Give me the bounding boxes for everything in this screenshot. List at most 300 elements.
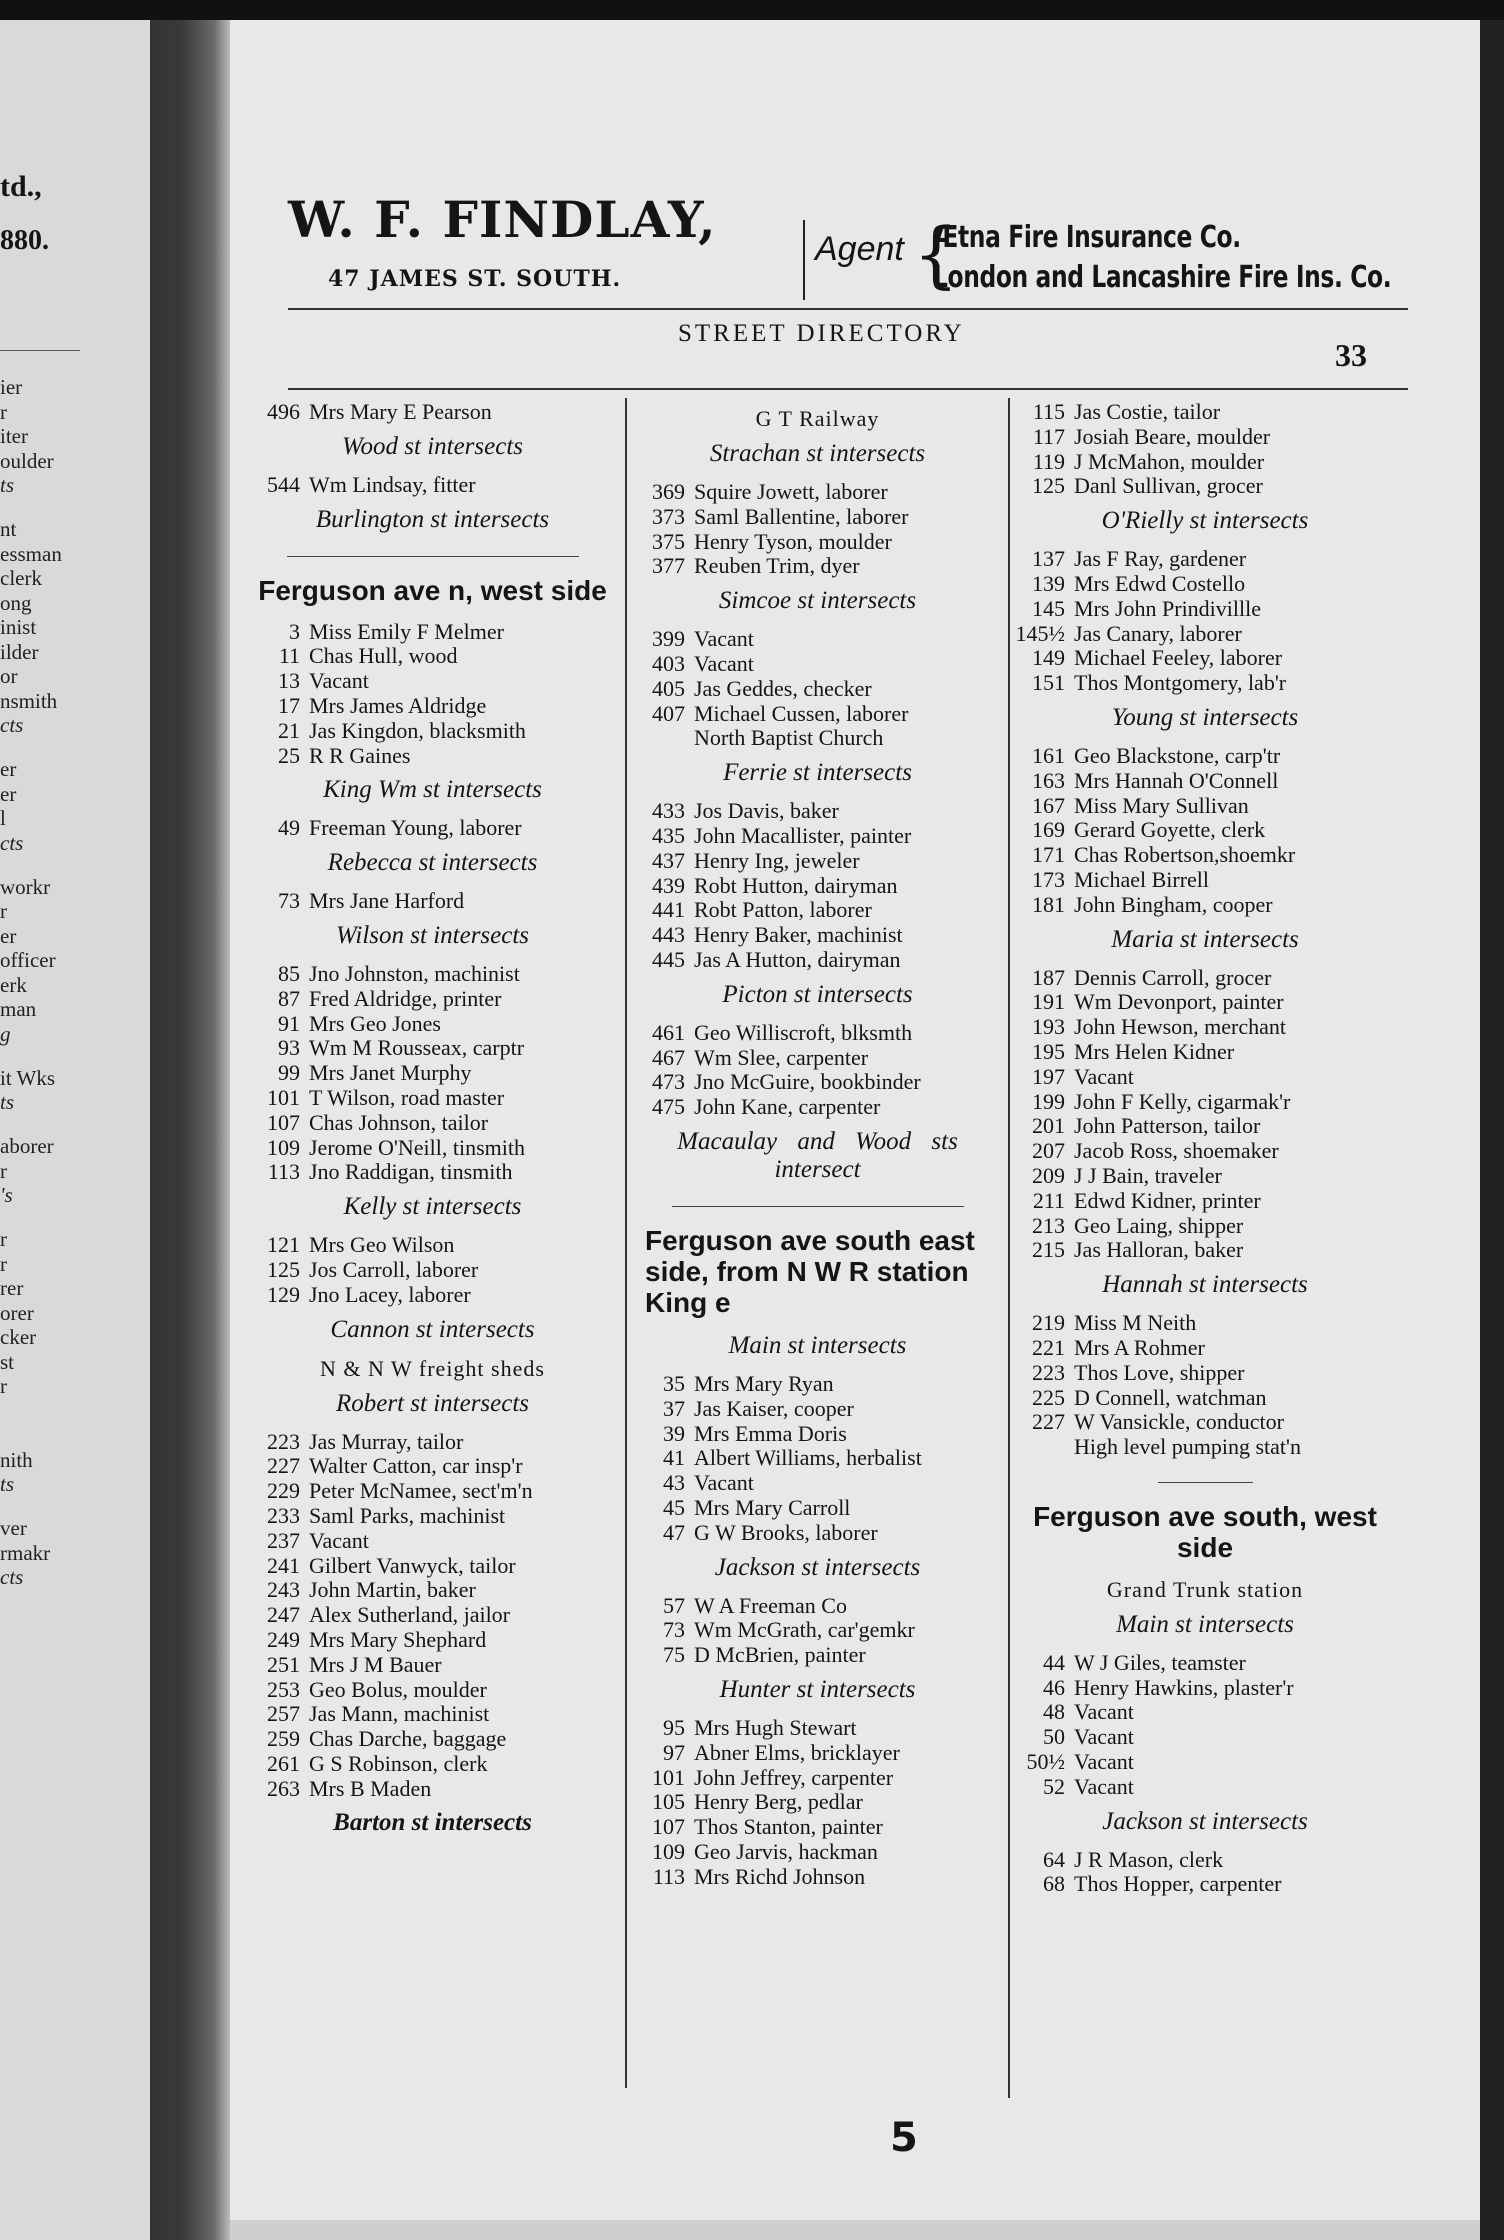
entry-continuation: North Baptist Church (694, 725, 884, 751)
resident-name: Jas Costie, tailor (1074, 399, 1221, 424)
facing-page-word: er (0, 923, 17, 948)
directory-entry (1015, 1114, 1395, 1139)
directory-entry (1015, 597, 1395, 622)
directory-column-2 (635, 400, 1000, 1889)
house-number: 99 (278, 1060, 300, 1086)
resident-name: Robt Patton, laborer (694, 897, 872, 923)
resident-name: Michael Feeley, laborer (1074, 645, 1283, 671)
house-number: 201 (1032, 1113, 1065, 1139)
resident-name: Miss Emily F Melmer (309, 618, 504, 644)
house-number: 399 (652, 626, 685, 652)
directory-entry (1015, 1725, 1395, 1750)
directory-entry (1015, 1164, 1395, 1189)
landmark: Grand Trunk station (1106, 1576, 1304, 1602)
cross-street: Jackson st intersects (1102, 1807, 1308, 1835)
directory-entry (635, 1643, 1000, 1668)
resident-name: Squire Jowett, laborer (694, 479, 888, 504)
entry-list (635, 1594, 1000, 1668)
house-number: 173 (1032, 866, 1065, 892)
resident-name: Jno Johnston, machinist (309, 960, 520, 986)
directory-entry (250, 1233, 615, 1258)
house-number: 43 (663, 1470, 685, 1496)
resident-name: Wm McGrath, car'gemkr (694, 1617, 915, 1643)
entry-list (250, 816, 615, 841)
resident-name: Peter McNamee, sect'm'n (309, 1478, 533, 1504)
facing-page-word: er (0, 757, 17, 781)
resident-name: Vacant (309, 1527, 369, 1553)
cross-street: Ferrie st intersects (723, 759, 912, 787)
house-number: 375 (652, 528, 685, 554)
resident-name: D Connell, watchman (1074, 1384, 1267, 1410)
resident-name: Jerome O'Neill, tinsmith (309, 1134, 525, 1160)
cross-street: Kelly st intersects (343, 1193, 522, 1221)
resident-name: Mrs Janet Murphy (309, 1060, 472, 1086)
house-number: 439 (652, 872, 685, 898)
resident-name: Josiah Beare, moulder (1074, 423, 1271, 449)
agent-brace: { (913, 212, 959, 296)
cross-street: Burlington st intersects (315, 505, 550, 533)
house-number: 113 (267, 1159, 300, 1185)
directory-entry (1015, 1386, 1395, 1411)
resident-name: Vacant (1074, 1724, 1134, 1750)
resident-name: Jno Lacey, laborer (309, 1281, 471, 1307)
resident-name: Wm Devonport, painter (1074, 989, 1284, 1015)
entry-list (250, 962, 615, 1185)
house-number: 475 (652, 1094, 685, 1120)
directory-entry (635, 1716, 1000, 1741)
directory-entry (250, 719, 615, 744)
house-number: 233 (267, 1502, 300, 1528)
street-heading: Ferguson ave south east side, from N W R station King e (645, 1224, 975, 1318)
house-number: 109 (267, 1134, 300, 1160)
directory-entry (635, 677, 1000, 702)
house-number: 437 (652, 847, 685, 873)
directory-entry (1015, 1214, 1395, 1239)
house-number: 85 (278, 960, 300, 986)
directory-entry (250, 669, 615, 694)
cross-street: Strachan st intersects (709, 440, 926, 467)
resident-name: Jas A Hutton, dairyman (694, 946, 901, 972)
directory-entry (250, 987, 615, 1012)
resident-name: Jos Davis, baker (694, 798, 839, 824)
entry-list (250, 473, 615, 498)
resident-name: Jas F Ray, gardener (1074, 546, 1247, 572)
resident-name: Thos Stanton, painter (694, 1814, 883, 1840)
facing-page-word: 's (0, 1183, 13, 1207)
resident-name: Mrs Geo Jones (309, 1010, 441, 1036)
resident-name: Wm Slee, carpenter (694, 1044, 869, 1070)
house-number: 193 (1032, 1014, 1065, 1040)
house-number: 187 (1032, 964, 1065, 990)
house-number: 247 (267, 1602, 300, 1628)
house-number: 207 (1032, 1138, 1065, 1164)
house-number: 93 (278, 1035, 300, 1061)
resident-name: Michael Birrell (1074, 866, 1210, 892)
scan-top-border (0, 0, 1504, 20)
landmark: N & N W freight sheds (320, 1355, 545, 1381)
house-number: 87 (278, 985, 300, 1011)
directory-entry (250, 1628, 615, 1653)
facing-page-word: r (0, 399, 7, 424)
house-number: 11 (278, 643, 300, 669)
facing-page-word: nsmith (0, 688, 58, 713)
facing-page-word: ts (0, 1090, 15, 1114)
facing-page-word: ier (0, 375, 23, 399)
directory-entry (250, 1086, 615, 1111)
entry-list (1015, 1651, 1395, 1800)
resident-name: Jas Kingdon, blacksmith (309, 717, 526, 743)
house-number: 35 (663, 1370, 685, 1396)
entry-list (1015, 1311, 1395, 1435)
facing-page-word: oulder (0, 448, 54, 473)
facing-page-word: inist (0, 615, 37, 639)
house-number: 151 (1032, 670, 1065, 696)
facing-page-word: r (0, 1374, 7, 1398)
resident-name: Wm Lindsay, fitter (309, 471, 476, 497)
resident-name: Chas Johnson, tailor (309, 1109, 489, 1135)
resident-name: Henry Baker, machinist (694, 922, 903, 948)
resident-name: Mrs Richd Johnson (694, 1863, 866, 1889)
resident-name: W A Freeman Co (694, 1592, 847, 1618)
entry-list (1015, 547, 1395, 696)
house-number: 544 (267, 471, 300, 497)
facing-page-word: aborer (0, 1134, 54, 1158)
house-number: 50 (1043, 1724, 1065, 1750)
house-number: 97 (663, 1739, 685, 1765)
house-number: 101 (652, 1764, 685, 1790)
directory-entry (250, 889, 615, 914)
resident-name: Mrs Jane Harford (309, 888, 465, 914)
entry-list (1015, 966, 1395, 1264)
facing-page-word: rmakr (0, 1540, 51, 1565)
resident-name: Thos Montgomery, lab'r (1074, 670, 1287, 696)
house-number: 25 (278, 742, 300, 768)
facing-page-word: orer (0, 1300, 34, 1325)
facing-page-word: rer (0, 1276, 24, 1300)
directory-entry (1015, 893, 1395, 918)
entry-list (635, 1021, 1000, 1120)
house-number: 213 (1032, 1212, 1065, 1238)
resident-name: Albert Williams, herbalist (694, 1445, 922, 1471)
house-number: 237 (267, 1527, 300, 1553)
house-number: 369 (652, 479, 685, 504)
resident-name: Vacant (694, 650, 754, 676)
resident-name: Mrs Geo Wilson (309, 1232, 455, 1258)
section-rule (1158, 1482, 1253, 1483)
resident-name: Chas Darche, baggage (309, 1726, 507, 1752)
ad-rule (288, 308, 1408, 310)
house-number: 243 (267, 1577, 300, 1603)
house-number: 73 (278, 888, 300, 914)
directory-entry (635, 627, 1000, 652)
resident-name: Wm M Rousseax, carptr (309, 1035, 525, 1061)
directory-entry (250, 1283, 615, 1308)
resident-name: Reuben Trim, dyer (694, 553, 860, 579)
house-number: 17 (278, 692, 300, 718)
resident-name: Fred Aldridge, printer (309, 985, 502, 1011)
directory-entry (250, 1430, 615, 1455)
directory-page (230, 20, 1480, 2220)
directory-entry (1015, 990, 1395, 1015)
facing-page-word: or (0, 664, 18, 688)
resident-name: Mrs Helen Kidner (1074, 1038, 1235, 1064)
directory-entry (250, 400, 615, 425)
directory-entry (1015, 818, 1395, 843)
cross-street: O'Rielly st intersects (1101, 507, 1309, 535)
house-number: 21 (278, 717, 300, 743)
directory-entry (1015, 868, 1395, 893)
directory-entry (250, 1160, 615, 1185)
house-number: 223 (1032, 1359, 1065, 1385)
house-number: 225 (1032, 1384, 1065, 1410)
directory-entry (250, 1702, 615, 1727)
facing-page-word: l (0, 806, 6, 830)
directory-entry (1015, 1015, 1395, 1040)
house-number: 105 (652, 1789, 685, 1815)
directory-entry (1015, 1872, 1395, 1897)
directory-entry (1015, 1700, 1395, 1725)
directory-entry (635, 1070, 1000, 1095)
directory-entry (1015, 1311, 1395, 1336)
directory-entry (635, 530, 1000, 555)
house-number: 191 (1032, 989, 1065, 1015)
directory-entry (635, 1766, 1000, 1791)
directory-entry (250, 1012, 615, 1037)
directory-entry (635, 1095, 1000, 1120)
directory-entry (250, 1653, 615, 1678)
directory-entry (635, 480, 1000, 505)
house-number: 373 (652, 503, 685, 529)
house-number: 91 (278, 1010, 300, 1036)
facing-page-word: st (0, 1349, 15, 1374)
resident-name: Mrs Hugh Stewart (694, 1714, 857, 1740)
facing-page-word: cts (0, 1565, 24, 1589)
directory-entry (1015, 1065, 1395, 1090)
directory-entry (250, 1529, 615, 1554)
facing-page-word: nt (0, 517, 17, 541)
house-number: 496 (267, 399, 300, 424)
directory-entry (1015, 547, 1395, 572)
cross-street: Simcoe st intersects (718, 587, 917, 615)
directory-entry (635, 1046, 1000, 1071)
facing-page-word: ts (0, 1472, 15, 1496)
resident-name: Gilbert Vanwyck, tailor (309, 1552, 516, 1578)
resident-name: J McMahon, moulder (1074, 448, 1265, 474)
facing-page-word: it Wks (0, 1065, 56, 1090)
house-number: 161 (1032, 742, 1065, 768)
resident-name: Miss Mary Sullivan (1074, 792, 1249, 818)
directory-entry (250, 694, 615, 719)
house-number: 219 (1032, 1310, 1065, 1336)
advertisement-header (288, 190, 1418, 310)
house-number: 45 (663, 1494, 685, 1520)
resident-name: Mrs Mary Carroll (694, 1494, 851, 1520)
directory-entry (250, 620, 615, 645)
resident-name: Vacant (1074, 1773, 1134, 1799)
resident-name: Jas Kaiser, cooper (694, 1395, 854, 1421)
house-number: 259 (267, 1726, 300, 1752)
directory-entry (635, 1372, 1000, 1397)
directory-entry (635, 874, 1000, 899)
directory-entry (250, 962, 615, 987)
resident-name: Henry Berg, pedlar (694, 1789, 863, 1815)
directory-entry (250, 1454, 615, 1479)
cross-street: Robert st intersects (335, 1389, 530, 1417)
directory-entry (1015, 425, 1395, 450)
directory-entry (635, 1618, 1000, 1643)
directory-entry (250, 1554, 615, 1579)
cross-street: Maria st intersects (1111, 925, 1299, 953)
house-number: 211 (1032, 1187, 1065, 1213)
house-number: 121 (267, 1232, 300, 1258)
directory-entry (1015, 474, 1395, 499)
resident-name: Vacant (1074, 1699, 1134, 1725)
directory-entry (250, 816, 615, 841)
entry-list (250, 400, 615, 425)
house-number: 37 (663, 1395, 685, 1421)
resident-name: G S Robinson, clerk (309, 1750, 488, 1776)
resident-name: Thos Love, shipper (1074, 1359, 1245, 1385)
directory-entry (635, 849, 1000, 874)
facing-page-word: iter (0, 424, 28, 448)
house-number: 181 (1032, 891, 1065, 917)
house-number: 117 (1032, 423, 1065, 449)
house-number: 163 (1032, 767, 1065, 793)
cross-street: Rebecca st intersects (327, 849, 538, 877)
directory-entry (1015, 1410, 1395, 1435)
house-number: 113 (652, 1863, 685, 1889)
house-number: 68 (1043, 1871, 1065, 1897)
facing-page-word: nith (0, 1447, 33, 1472)
directory-entry (635, 1397, 1000, 1422)
resident-name: John Jeffrey, carpenter (694, 1764, 894, 1790)
house-number: 75 (663, 1642, 685, 1668)
entry-list (250, 889, 615, 914)
resident-name: John Hewson, merchant (1074, 1014, 1287, 1040)
directory-entry (1015, 744, 1395, 769)
directory-entry (635, 1521, 1000, 1546)
directory-entry (1015, 966, 1395, 991)
resident-name: Freeman Young, laborer (309, 815, 522, 841)
house-number: 49 (278, 815, 300, 841)
house-number: 251 (267, 1651, 300, 1677)
directory-entry (1015, 1336, 1395, 1361)
resident-name: Saml Parks, machinist (309, 1502, 506, 1528)
insurance-company-1: Ætna Fire Insurance Co. (933, 220, 1241, 255)
directory-entry (635, 1021, 1000, 1046)
directory-entry (1015, 671, 1395, 696)
house-number: 199 (1032, 1088, 1065, 1114)
house-number: 215 (1032, 1237, 1065, 1263)
resident-name: Henry Hawkins, plaster'r (1074, 1674, 1294, 1700)
resident-name: J R Mason, clerk (1074, 1846, 1224, 1872)
cross-street: King Wm st intersects (323, 776, 542, 804)
directory-entry (1015, 794, 1395, 819)
house-number: 13 (278, 668, 300, 694)
house-number: 261 (267, 1750, 300, 1776)
insurance-company-2: London and Lancashire Fire Ins. Co. (933, 260, 1392, 295)
house-number: 125 (267, 1256, 300, 1282)
house-number: 209 (1032, 1162, 1065, 1188)
resident-name: Geo Blackstone, carp'tr (1074, 742, 1281, 768)
cross-street: Main st intersects (728, 1331, 907, 1359)
entry-continuation: High level pumping stat'n (1074, 1434, 1301, 1460)
entry-list (635, 1716, 1000, 1890)
resident-name: W J Giles, teamster (1074, 1649, 1246, 1675)
house-number: 48 (1043, 1699, 1065, 1725)
resident-name: Jno McGuire, bookbinder (694, 1069, 921, 1095)
house-number: 473 (652, 1069, 685, 1095)
resident-name: Vacant (694, 626, 754, 652)
resident-name: Jas Geddes, checker (694, 675, 872, 701)
directory-entry (250, 1603, 615, 1628)
house-number: 149 (1032, 645, 1065, 671)
resident-name: Mrs Edwd Costello (1074, 570, 1246, 596)
resident-name: Alex Sutherland, jailor (309, 1602, 511, 1628)
entry-list (250, 1430, 615, 1802)
house-number: 3 (289, 618, 300, 644)
resident-name: Thos Hopper, carpenter (1074, 1871, 1282, 1897)
facing-page-word: r (0, 899, 7, 923)
page-number: 33 (1335, 337, 1367, 373)
house-number: 263 (267, 1775, 300, 1801)
house-number: 101 (267, 1084, 300, 1110)
resident-name: Mrs Mary E Pearson (309, 399, 492, 424)
resident-name: Miss M Neith (1074, 1310, 1197, 1336)
directory-entry (635, 1446, 1000, 1471)
section-rule (672, 1206, 964, 1207)
directory-entry (635, 799, 1000, 824)
directory-entry (635, 1741, 1000, 1766)
facing-page-fragment (0, 20, 150, 2240)
house-number: 107 (267, 1109, 300, 1135)
resident-name: Walter Catton, car insp'r (309, 1453, 523, 1479)
directory-entry (250, 1578, 615, 1603)
facing-page-header: td., (0, 170, 42, 203)
directory-entry (635, 1422, 1000, 1447)
resident-name: Jas Mann, machinist (309, 1701, 490, 1727)
resident-name: Jacob Ross, shoemaker (1074, 1138, 1279, 1164)
cross-street: Young st intersects (1111, 703, 1299, 731)
house-number: 52 (1043, 1773, 1065, 1799)
book-gutter (150, 20, 230, 2240)
directory-entry (635, 1471, 1000, 1496)
directory-column-1 (250, 400, 615, 1849)
directory-entry (250, 1479, 615, 1504)
house-number: 405 (652, 675, 685, 701)
resident-name: Vacant (1074, 1063, 1134, 1089)
directory-entry (635, 505, 1000, 530)
house-number: 64 (1043, 1846, 1065, 1872)
directory-entry (635, 898, 1000, 923)
facing-page-word: ts (0, 473, 15, 497)
directory-entry (250, 1777, 615, 1802)
resident-name: Saml Ballentine, laborer (694, 503, 909, 529)
resident-name: Vacant (1074, 1749, 1134, 1775)
cross-street: Wood st intersects (341, 432, 524, 460)
facing-page-word: r (0, 1251, 7, 1276)
directory-entry (635, 652, 1000, 677)
entry-list (250, 1233, 615, 1307)
house-number: 145 (1032, 595, 1065, 621)
house-number: 197 (1032, 1063, 1065, 1089)
cross-street: Main st intersects (1116, 1610, 1294, 1638)
house-number: 377 (652, 553, 685, 579)
facing-page-word: r (0, 1158, 7, 1183)
resident-name: G W Brooks, laborer (694, 1519, 878, 1545)
street-heading: Ferguson ave n, west side (258, 574, 607, 606)
cross-street: Hannah st intersects (1102, 1271, 1308, 1299)
